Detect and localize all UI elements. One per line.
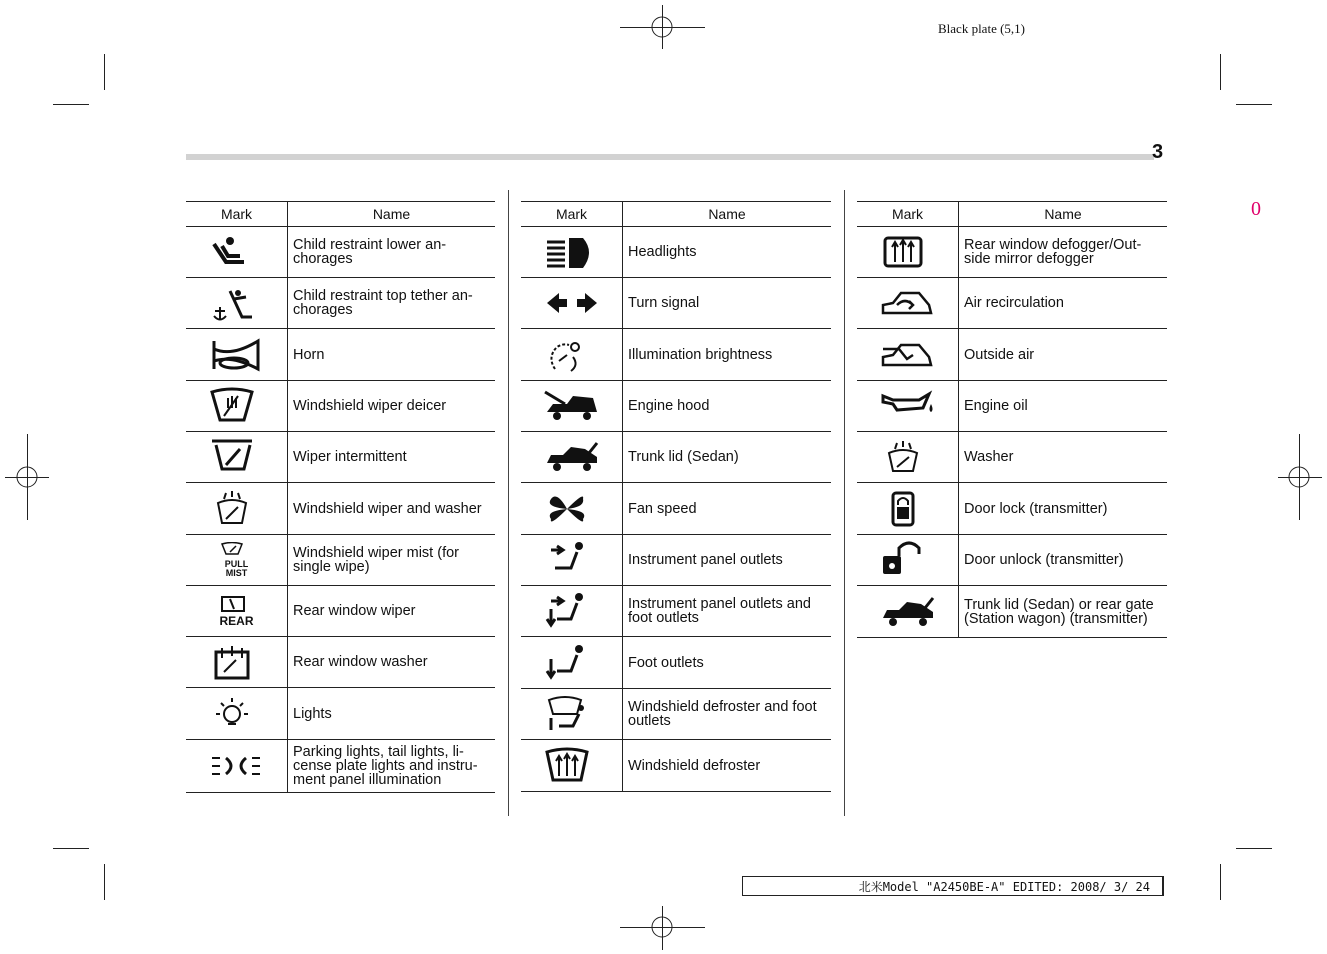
icon-label: REAR [219, 614, 254, 628]
trunk-lid-icon [543, 437, 601, 477]
table-row [521, 432, 831, 483]
table-row [186, 329, 495, 381]
mark-cell [186, 432, 288, 483]
wiper-mist-icon [208, 542, 266, 560]
symbol-name: Fan speed [623, 483, 832, 535]
rear-defogger-icon [879, 232, 937, 272]
table-row [521, 740, 831, 792]
footer-edit-stamp: 北米Model "A2450BE-A" EDITED: 2008/ 3/ 24 [742, 876, 1164, 896]
mark-cell [186, 586, 288, 637]
table-row [186, 432, 495, 483]
plate-label: Black plate (5,1) [938, 21, 1025, 36]
table-row [186, 535, 495, 586]
wiper-washer-icon [208, 489, 266, 529]
mark-cell [186, 278, 288, 329]
mark-cell [186, 637, 288, 688]
table-row [521, 381, 831, 432]
mark-cell [186, 740, 288, 793]
symbol-name: Wiper intermittent [288, 432, 496, 483]
registration-circle-icon [651, 916, 673, 938]
engine-oil-icon [879, 386, 937, 426]
mark-cell [521, 227, 623, 278]
column-divider [844, 190, 845, 816]
mark-cell [186, 381, 288, 432]
wiper-deicer-icon [208, 386, 266, 426]
washer-icon [879, 437, 937, 477]
door-lock-icon [879, 489, 937, 529]
foot-outlets-icon [543, 643, 601, 683]
mark-column-header: Mark [521, 202, 623, 227]
table-row [521, 586, 831, 637]
mark-cell [857, 329, 959, 381]
air-recirculation-icon [879, 283, 937, 323]
mark-cell [521, 586, 623, 637]
table-row [857, 535, 1167, 586]
registration-circle-icon [651, 16, 673, 38]
name-column-header: Name [288, 202, 496, 227]
symbol-table-3 [857, 201, 1167, 638]
table-row [521, 227, 831, 278]
symbol-name: Door unlock (transmitter) [959, 535, 1168, 586]
symbol-name: Foot outlets [623, 637, 832, 689]
symbol-name: Trunk lid (Sedan) [623, 432, 832, 483]
table-row [186, 227, 495, 278]
symbol-name: Windshield defroster [623, 740, 832, 792]
mark-cell [186, 227, 288, 278]
registration-circle-icon [1288, 466, 1310, 488]
headlights-icon [543, 232, 601, 272]
rear-wiper-icon [208, 595, 266, 615]
table-row [186, 586, 495, 637]
symbol-name: Trunk lid (Sedan) or rear gate (Station wagon) (transmitter) [959, 586, 1168, 638]
child-seat-top-tether-icon [208, 283, 266, 323]
icon-label: PULL [224, 559, 249, 569]
mark-cell [186, 688, 288, 740]
trunk-transmitter-icon [879, 592, 937, 632]
door-unlock-icon [879, 540, 937, 580]
mark-cell [857, 381, 959, 432]
page-header-bar [186, 154, 1154, 160]
mark-cell [857, 227, 959, 278]
mark-cell [857, 432, 959, 483]
symbol-name: Rear window defogger/Out- side mirror defogger [959, 227, 1168, 278]
table-row [186, 688, 495, 740]
symbol-name: Turn signal [623, 278, 832, 329]
table-row [857, 586, 1167, 638]
mark-cell [521, 637, 623, 689]
mark-cell [521, 740, 623, 792]
table-row [857, 381, 1167, 432]
mark-cell [521, 535, 623, 586]
table-row [521, 329, 831, 381]
table-row [857, 227, 1167, 278]
symbol-name: Outside air [959, 329, 1168, 381]
symbol-table-2 [521, 201, 831, 792]
table-row [521, 483, 831, 535]
rear-washer-icon [208, 642, 266, 682]
panel-foot-outlets-icon [543, 591, 601, 631]
page-number: 3 [1152, 141, 1164, 163]
wiper-intermittent-icon [208, 437, 266, 477]
table-row [521, 535, 831, 586]
horn-icon [208, 335, 266, 375]
table-row [857, 278, 1167, 329]
child-seat-lower-anchor-icon [208, 232, 266, 272]
table-row [186, 381, 495, 432]
table-row [186, 483, 495, 535]
mark-cell [521, 689, 623, 740]
mark-column-header: Mark [186, 202, 288, 227]
table-row [186, 278, 495, 329]
margin-mark: 0 [1251, 198, 1261, 220]
mark-cell [521, 432, 623, 483]
symbol-name: Engine hood [623, 381, 832, 432]
symbol-name: Horn [288, 329, 496, 381]
symbol-name: Engine oil [959, 381, 1168, 432]
turn-signal-icon [543, 283, 601, 323]
panel-outlets-icon [543, 540, 601, 580]
symbol-name: Air recirculation [959, 278, 1168, 329]
mark-column-header: Mark [857, 202, 959, 227]
symbol-name: Washer [959, 432, 1168, 483]
mark-cell [857, 483, 959, 535]
mark-cell [857, 278, 959, 329]
mark-cell [857, 535, 959, 586]
symbol-name: Windshield defroster and foot outlets [623, 689, 832, 740]
symbol-name: Door lock (transmitter) [959, 483, 1168, 535]
symbol-name: Lights [288, 688, 496, 740]
symbol-name: Child restraint top tether an- chorages [288, 278, 496, 329]
table-row [186, 637, 495, 688]
defroster-foot-icon [543, 694, 601, 734]
mark-cell [521, 483, 623, 535]
table-row [521, 689, 831, 740]
symbol-name: Rear window wiper [288, 586, 496, 637]
table-row [857, 329, 1167, 381]
symbol-name: Headlights [623, 227, 832, 278]
symbol-name: Instrument panel outlets [623, 535, 832, 586]
symbol-name: Illumination brightness [623, 329, 832, 381]
registration-circle-icon [16, 466, 38, 488]
mark-cell [186, 329, 288, 381]
symbol-name: Windshield wiper mist (for single wipe) [288, 535, 496, 586]
parking-lights-icon [208, 746, 266, 786]
icon-label: MIST [225, 568, 248, 578]
fan-speed-icon [543, 489, 601, 529]
symbol-name: Parking lights, tail lights, li- cense plate lights and instru- ment panel illumination [288, 740, 496, 793]
symbol-table-1 [186, 201, 495, 793]
table-row [521, 278, 831, 329]
mark-cell [186, 535, 288, 586]
table-row [521, 637, 831, 689]
mark-cell [521, 381, 623, 432]
symbol-name: Child restraint lower an- chorages [288, 227, 496, 278]
column-divider [508, 190, 509, 816]
table-row [857, 483, 1167, 535]
mark-cell [186, 483, 288, 535]
illumination-brightness-icon [543, 335, 601, 375]
symbol-name: Instrument panel outlets and foot outlets [623, 586, 832, 637]
windshield-defroster-icon [543, 746, 601, 786]
mark-cell [521, 278, 623, 329]
table-row [857, 432, 1167, 483]
engine-hood-icon [543, 386, 601, 426]
symbol-name: Windshield wiper and washer [288, 483, 496, 535]
name-column-header: Name [623, 202, 832, 227]
mark-cell [521, 329, 623, 381]
outside-air-icon [879, 335, 937, 375]
mark-cell [857, 586, 959, 638]
symbol-name: Windshield wiper deicer [288, 381, 496, 432]
lights-icon [208, 694, 266, 734]
table-row [186, 740, 495, 793]
name-column-header: Name [959, 202, 1168, 227]
symbol-name: Rear window washer [288, 637, 496, 688]
